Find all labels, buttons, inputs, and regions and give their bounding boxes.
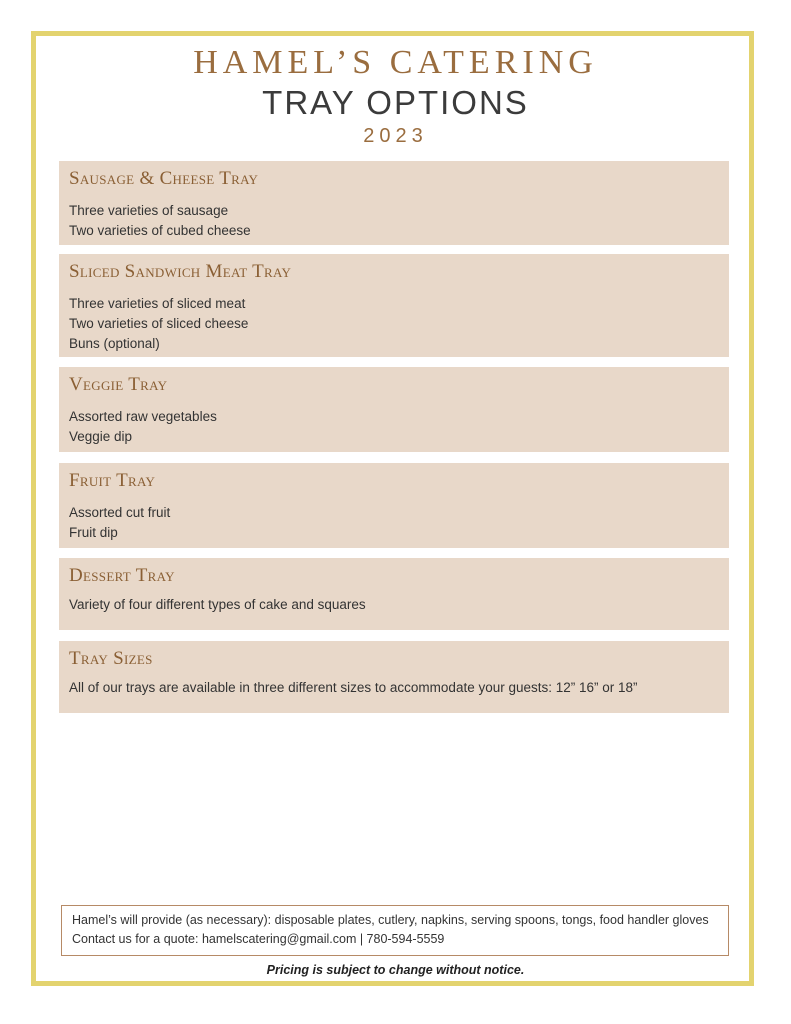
brand-title: HAMEL’S CATERING (193, 44, 598, 81)
section-item: Fruit dip (69, 524, 118, 540)
year-label: 2023 (363, 125, 428, 147)
provided-items-text: Hamel’s will provide (as necessary): disposable plates, cutlery, napkins, serving spoons, tongs, food handler gloves (72, 913, 709, 927)
section-item: Variety of four different types of cake and squares (69, 596, 366, 612)
section-item: Veggie dip (69, 428, 133, 444)
section-item: Buns (optional) (69, 335, 160, 351)
section-item: Two varieties of cubed cheese (69, 222, 251, 238)
section-sausage-cheese-tray (59, 161, 729, 245)
section-item: Three varieties of sausage (69, 202, 229, 218)
section-veggie-tray (59, 367, 729, 452)
section-item: Assorted raw vegetables (69, 408, 217, 424)
section-tray-sizes (59, 641, 729, 713)
section-title: Sliced Sandwich Meat Tray (69, 261, 292, 282)
section-title: Dessert Tray (69, 565, 175, 586)
section-sliced-sandwich-meat-tray (59, 254, 729, 357)
pricing-note: Pricing is subject to change without notice. (266, 963, 525, 977)
section-item: All of our trays are available in three different sizes to accommodate your guests: 12” 16” or 18” (69, 679, 638, 695)
section-title: Sausage & Cheese Tray (69, 168, 259, 189)
section-item: Two varieties of sliced cheese (69, 315, 249, 331)
section-title: Tray Sizes (69, 648, 153, 669)
page-title: TRAY OPTIONS (262, 84, 529, 121)
contact-text: Contact us for a quote: hamelscatering@gmail.com | 780-594-5559 (72, 932, 445, 946)
section-item: Assorted cut fruit (69, 504, 171, 520)
section-dessert-tray (59, 558, 729, 630)
section-title: Fruit Tray (69, 470, 156, 491)
section-item: Three varieties of sliced meat (69, 295, 246, 311)
section-title: Veggie Tray (69, 374, 168, 395)
footer-info-box (61, 905, 729, 956)
section-fruit-tray (59, 463, 729, 548)
